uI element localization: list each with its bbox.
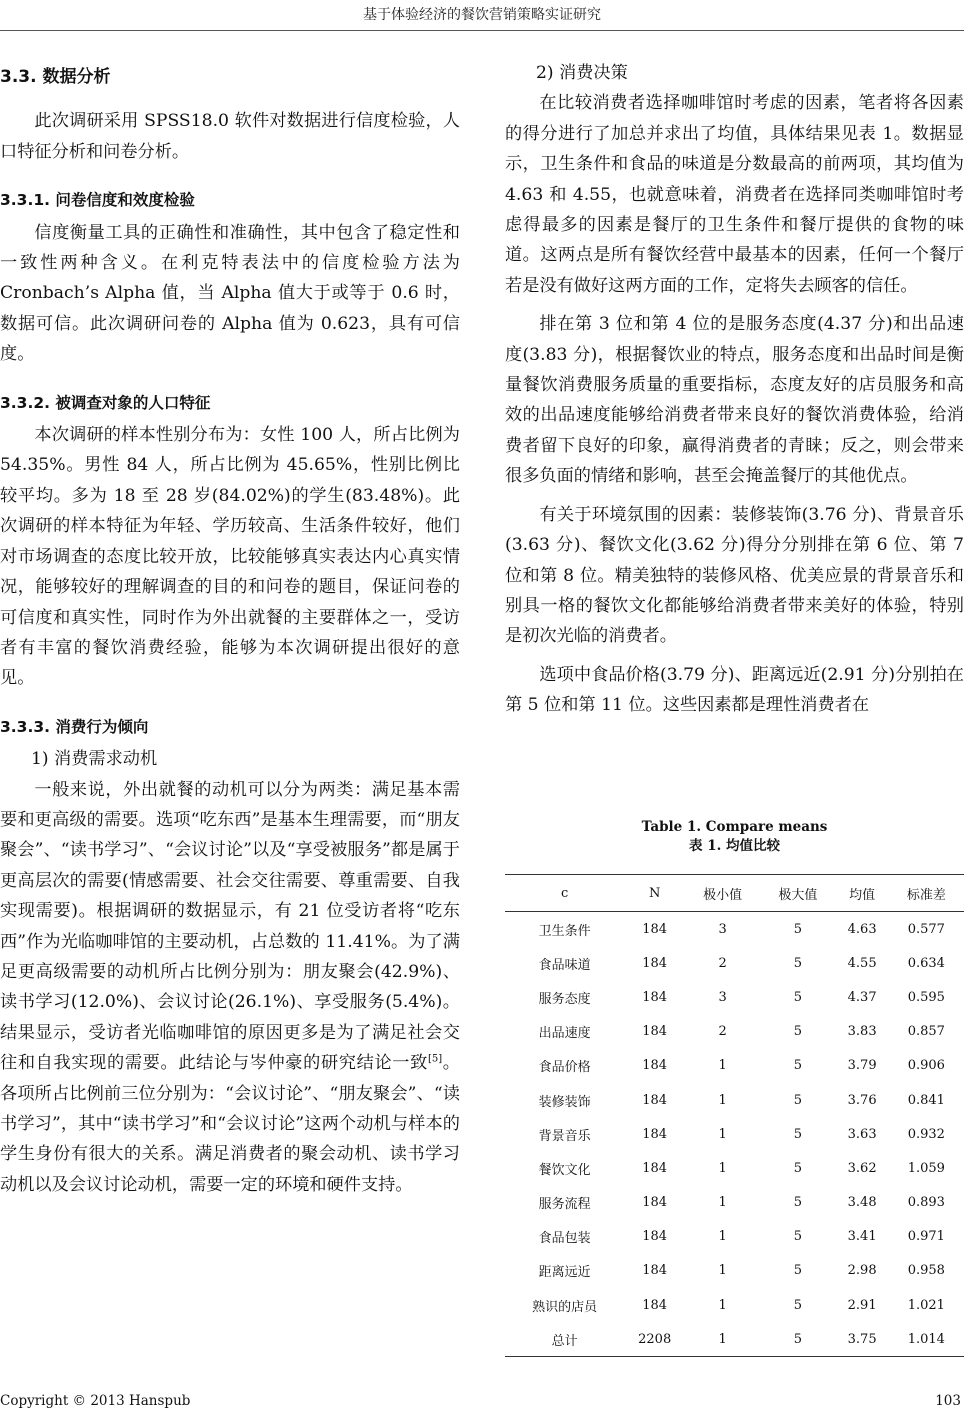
table-row xyxy=(505,1015,964,1049)
header-cell: c xyxy=(505,875,624,912)
table-cell: 2 xyxy=(718,955,727,971)
table-cell: 0.857 xyxy=(907,1024,945,1040)
table-cell: 3.41 xyxy=(847,1229,877,1245)
table-row xyxy=(505,1117,964,1151)
header-cell: 标准差 xyxy=(889,875,964,912)
table-cell: 5 xyxy=(793,1297,803,1313)
table-cell: 4.37 xyxy=(847,989,877,1005)
table-cell: 0.893 xyxy=(907,1195,945,1211)
table-cell: 0.932 xyxy=(907,1126,945,1142)
table-cell: 2 xyxy=(718,1024,727,1040)
right-column xyxy=(505,58,964,721)
table-cell: 3.76 xyxy=(847,1092,877,1108)
table-cell: 5 xyxy=(793,955,803,971)
table-cell: 0.595 xyxy=(907,989,945,1005)
table-cell: 服务态度 xyxy=(538,991,591,1007)
table-cell: 5 xyxy=(793,1195,803,1211)
table-cell: 184 xyxy=(642,955,668,971)
header-cell: 极大值 xyxy=(760,875,835,912)
table-cell: 0.841 xyxy=(907,1092,945,1108)
table-cell: 装修装饰 xyxy=(538,1094,591,1110)
table-cell: 服务流程 xyxy=(538,1197,591,1213)
table-cell: 0.634 xyxy=(907,955,945,971)
table-caption-en: Table 1. Compare means xyxy=(641,819,828,835)
table-cell: 2208 xyxy=(624,1322,685,1357)
paragraph-tail: 。各项所占比例前三位分别为：“会议讨论”、“朋友聚会”、“读书学习”，其中“读书学习”和“会议讨论”这两个动机与样本的学生身份有很大的关系。满足消费者的聚会动机、读书学习动机以及会议讨论动机，需要一定的环境和硬件支持。 xyxy=(0,1053,460,1195)
decision-paragraph-1: 在比较消费者选择咖啡馆时考虑的因素，笔者将各因素的得分进行了加总并求出了均值，具体结果见表 1。数据显示，卫生条件和食品的味道是分数最高的前两项，其均值为 4.63 和 4.55，也就意味着，消费者在选择同类咖啡馆时考虑得最多的因素是餐厅的卫生条件和餐厅提供的食物的味道。这两点是所有餐饮经营中最基本的因素，任何一个餐厅若是没有做好这两方面的工作，定将失去顾客的信任。 xyxy=(505,93,964,296)
table-cell: 4.55 xyxy=(847,955,877,971)
table-row xyxy=(505,1254,964,1288)
decision-paragraph-3: 有关于环境氛围的因素：装修装饰(3.76 分)、背景音乐(3.63 分)、餐饮文化(3.62 分)得分分别排在第 6 位、第 7 位和第 8 位。精美独特的装修风格、优美应景的背景音乐和别具一格的餐饮文化都能够给消费者带来美好的体验，特别是初次光临的消费者。 xyxy=(505,504,964,647)
table-cell: 5 xyxy=(760,1322,835,1357)
table-caption xyxy=(505,818,964,856)
table-cell: 184 xyxy=(642,1263,668,1279)
table-cell: 3.63 xyxy=(847,1126,877,1142)
table-cell: 食品价格 xyxy=(538,1060,591,1076)
table-row xyxy=(505,1288,964,1322)
table-cell: 1 xyxy=(718,1297,727,1313)
table-cell: 184 xyxy=(642,989,668,1005)
table-cell: 184 xyxy=(642,1092,668,1108)
section-3-3-3-paragraph xyxy=(0,775,460,1201)
header-rule xyxy=(0,30,964,31)
section-3-3-3-title: 3.3.3. 消费行为倾向 xyxy=(0,717,149,736)
table-row xyxy=(505,946,964,980)
table-cell: 1 xyxy=(718,1092,727,1108)
table-cell: 5 xyxy=(793,1160,803,1176)
table-row xyxy=(505,980,964,1014)
table-body xyxy=(505,912,964,1357)
table-cell: 2.91 xyxy=(847,1297,877,1313)
table-cell: 食品包装 xyxy=(538,1231,591,1247)
paragraph-body: 一般来说，外出就餐的动机可以分为两类：满足基本需要和更高级的需要。选项“吃东西”是基本生理需要，而“朋友聚会”、“读书学习”、“会议讨论”以及“享受被服务”都是属于更高层次的需要(情感需要、社会交往需要、尊重需要、自我实现需要)。根据调研的数据显示，有 21 位受访者将“吃东西”作为光临咖啡馆的主要动机，占总数的 11.41%。为了满足更高级需要的动机所占比例分别为：朋友聚会(42.9%)、读书学习(12.0%)、会议讨论(26.1%)、享受服务(5.4%)。结果显示，受访者光临咖啡馆的原因更多是为了满足社会交往和自我实现的需要。此结论与岑仲豪的研究结论一致 xyxy=(0,779,460,1074)
table-header-row xyxy=(505,875,964,912)
table-cell: 1 xyxy=(718,1126,727,1142)
section-3-3-paragraph: 此次调研采用 SPSS18.0 软件对数据进行信度检验，人口特征分析和问卷分析。 xyxy=(0,111,460,162)
page-number: 103 xyxy=(935,1393,961,1409)
table-cell: 出品速度 xyxy=(538,1026,591,1042)
left-column xyxy=(0,58,460,1200)
citation[interactable]: [5] xyxy=(427,1053,443,1065)
table-cell: 0.906 xyxy=(907,1058,945,1074)
table-cell: 3.79 xyxy=(847,1058,877,1074)
section-3-3-title: 3.3. 数据分析 xyxy=(0,67,111,87)
table-cell: 184 xyxy=(642,1195,668,1211)
table-cell: 1 xyxy=(718,1058,727,1074)
table-cell: 184 xyxy=(642,1024,668,1040)
table-cell: 餐饮文化 xyxy=(538,1162,591,1178)
section-3-3-2-paragraph: 本次调研的样本性别分布为：女性 100 人，所占比例为 54.35%。男性 84 人，所占比例为 45.65%，性别比例比较平均。多为 18 至 28 岁(84.02%)的学生(83.48%)。此次调研的样本特征为年轻、学历较高、生活条件较好，他们对市场调查的态度比较开放，比较能够真实表达内心真实情况，能够较好的理解调查的目的和问卷的题目，保证问卷的可信度和真实性，同时作为外出就餐的主要群体之一，受访者有丰富的餐饮消费经验，能够为本次调研提出很好的意见。 xyxy=(0,425,460,689)
table-cell: 3.48 xyxy=(847,1195,877,1211)
table-cell: 184 xyxy=(642,921,668,937)
table-row xyxy=(505,1322,964,1357)
table-cell: 3.83 xyxy=(847,1024,877,1040)
footer-copyright: Copyright © 2013 Hanspub xyxy=(0,1393,191,1409)
table-cell: 5 xyxy=(793,921,803,937)
table-cell: 背景音乐 xyxy=(538,1128,591,1144)
table-cell: 5 xyxy=(793,1092,803,1108)
table-row xyxy=(505,1049,964,1083)
table-cell: 184 xyxy=(642,1297,668,1313)
table-cell: 1 xyxy=(718,1195,727,1211)
section-3-3-1-paragraph: 信度衡量工具的正确性和准确性，其中包含了稳定性和一致性两种含义。在利克特表法中的信度检验方法为 Cronbach’s Alpha 值，当 Alpha 值大于或等于 0.6 时，数据可信。此次调研问卷的 Alpha 值为 0.623，具有可信度。 xyxy=(0,222,460,365)
table-cell: 3.75 xyxy=(836,1322,889,1357)
table-cell: 0.971 xyxy=(907,1229,945,1245)
header-cell: 极小值 xyxy=(685,875,760,912)
table-cell: 1 xyxy=(718,1160,727,1176)
table-row xyxy=(505,1186,964,1220)
compare-means-table xyxy=(505,874,964,1357)
table-cell: 食品味道 xyxy=(538,957,591,973)
table-cell: 1 xyxy=(718,1263,727,1279)
table-cell: 3 xyxy=(718,989,727,1005)
subheading-demand-motive: 1) 消费需求动机 xyxy=(30,749,158,770)
header-cell: 均值 xyxy=(836,875,889,912)
table-cell: 0.958 xyxy=(907,1263,945,1279)
header-cell: N xyxy=(624,875,685,912)
table-cell: 1.021 xyxy=(907,1297,945,1313)
table-cell: 184 xyxy=(642,1126,668,1142)
table-cell: 3 xyxy=(718,921,727,937)
table-cell: 5 xyxy=(793,989,803,1005)
decision-paragraph-2: 排在第 3 位和第 4 位的是服务态度(4.37 分)和出品速度(3.83 分)，根据餐饮业的特点，服务态度和出品时间是衡量餐饮消费服务质量的重要指标，态度友好的店员服务和高效的出品速度能够给消费者带来良好的餐饮消费体验，给消费者留下良好的印象，赢得消费者的青睐；反之，则会带来很多负面的情绪和影响，甚至会掩盖餐厅的其他优点。 xyxy=(505,314,964,487)
section-3-3-1-title: 3.3.1. 问卷信度和效度检验 xyxy=(0,191,195,210)
table-cell: 3.62 xyxy=(847,1160,877,1176)
table-cell: 0.577 xyxy=(907,921,945,937)
table-cell: 5 xyxy=(793,1126,803,1142)
table-cell: 1 xyxy=(718,1229,727,1245)
table-cell: 184 xyxy=(642,1058,668,1074)
table-cell: 卫生条件 xyxy=(538,923,591,939)
table-cell: 2.98 xyxy=(847,1263,877,1279)
table-caption-zh: 表 1. 均值比较 xyxy=(689,838,780,854)
table-cell: 5 xyxy=(793,1229,803,1245)
table-cell: 184 xyxy=(642,1160,668,1176)
table-row xyxy=(505,912,964,947)
table-cell: 5 xyxy=(793,1024,803,1040)
section-3-3-2-title: 3.3.2. 被调查对象的人口特征 xyxy=(0,393,211,412)
table-row xyxy=(505,1083,964,1117)
table-cell: 距离远近 xyxy=(538,1265,591,1281)
table-cell: 1 xyxy=(685,1322,760,1357)
table-cell: 总计 xyxy=(505,1322,624,1357)
decision-paragraph-4: 选项中食品价格(3.79 分)、距离远近(2.91 分)分别拍在第 5 位和第 11 位。这些因素都是理性消费者在 xyxy=(505,664,964,716)
table-cell: 5 xyxy=(793,1058,803,1074)
table-row xyxy=(505,1220,964,1254)
table-cell: 184 xyxy=(642,1229,668,1245)
table-cell: 5 xyxy=(793,1263,803,1279)
table-cell: 4.63 xyxy=(847,921,877,937)
table-cell: 1.059 xyxy=(907,1160,945,1176)
table-cell: 熟识的店员 xyxy=(532,1299,598,1315)
table-cell: 1.014 xyxy=(889,1322,964,1357)
subheading-consumption-decision: 2) 消费决策 xyxy=(535,63,628,83)
running-header: 基于体验经济的餐饮营销策略实证研究 xyxy=(363,7,601,23)
table-row xyxy=(505,1151,964,1185)
